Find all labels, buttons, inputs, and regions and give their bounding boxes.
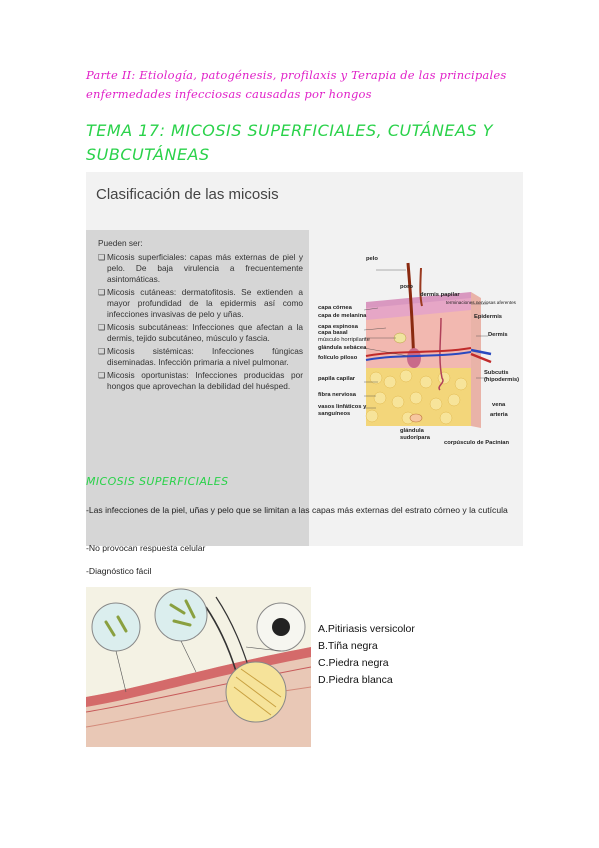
list-item: C.Piedra negra <box>318 657 389 669</box>
label-musculo: músculo horripilante <box>318 337 370 343</box>
paragraph-line: -Diagnóstico fácil <box>86 566 152 576</box>
section-title: MICOSIS SUPERFICIALES <box>86 475 229 488</box>
label-pacinian: corpúsculo de Pacinian <box>444 440 510 446</box>
label-arteria: arteria <box>490 412 508 418</box>
checkbox-square-icon: ❑ <box>98 253 106 262</box>
label-vasos: vasos linfáticos y sanguíneos <box>318 404 367 417</box>
checkbox-square-icon: ❑ <box>98 323 106 332</box>
classification-list <box>98 238 303 394</box>
paragraph-line: -No provocan respuesta celular <box>86 543 206 553</box>
paragraph-line: -Las infecciones de la piel, uñas y pelo que se limitan a las capas más externas del estrato córneo y la cutícula <box>86 505 508 515</box>
list-item: ❑ Micosis subcutáneas: Infecciones que afectan a la dermis, tejido subcutáneo, músculo y fascia. <box>98 322 303 343</box>
label-capa-melanina: capa de melanina <box>318 313 367 319</box>
skin-diagram <box>316 256 520 454</box>
list-item: ❑ Micosis sistémicas: Infecciones fúngicas diseminadas. Infección primaria a nivel pulmonar. <box>98 346 303 367</box>
label-poro: poro <box>400 284 413 290</box>
label-dermis: Dermis <box>488 332 508 338</box>
checkbox-square-icon: ❑ <box>98 288 106 297</box>
part-title: Parte II: Etiología, patogénesis, profilaxis y Terapia de las principales enfermedades infecciosas causadas por hongos <box>86 68 507 101</box>
label-vena: vena <box>492 402 506 408</box>
list-item: ❑ Micosis oportunistas: Infecciones producidas por hongos que aprovechan la debilidad del huésped. <box>98 370 303 391</box>
label-papila: papila capilar <box>318 376 356 382</box>
checkbox-square-icon: ❑ <box>98 347 106 356</box>
label-glandula-sudoripara: glándula sudorípara <box>400 428 430 441</box>
label-fibra: fibra nerviosa <box>318 392 357 398</box>
list-item: ❑ Micosis cutáneas: dermatofitosis. Se extienden a mayor profundidad de la epidermis así como infecciones invasivas de pelo y uñas. <box>98 287 303 319</box>
label-capa-basal: capa basal <box>318 330 348 336</box>
slide-heading: Clasificación de las micosis <box>96 186 279 203</box>
label-terminaciones: terminaciones nerviosas aferentes <box>446 300 516 305</box>
list-item: B.Tiña negra <box>318 640 378 652</box>
list-intro: Pueden ser: <box>98 238 143 248</box>
label-pelo: pelo <box>366 256 378 262</box>
label-capa-cornea: capa córnea <box>318 305 352 311</box>
checkbox-square-icon: ❑ <box>98 371 106 380</box>
mycosis-illustration <box>86 587 311 747</box>
mycosis-list <box>318 621 415 689</box>
list-item: A.Pitiriasis versicolor <box>318 623 415 635</box>
mycosis-drawing <box>86 587 311 747</box>
label-epidermis: Epidermis <box>474 314 503 320</box>
label-foliculo: folículo piloso <box>318 355 358 361</box>
label-capa-espinosa: capa espinosa <box>318 324 358 330</box>
label-glandula-sebacea: glándula sebácea <box>318 345 367 351</box>
label-dermis-papilar: dermis papilar <box>420 292 460 298</box>
label-subcutis: Subcutis (hipodermis) <box>484 370 520 383</box>
list-item: D.Piedra blanca <box>318 674 393 686</box>
list-item: ❑ Micosis superficiales: capas más externas de piel y pelo. De baja virulencia a frecuentemente asintomáticas. <box>98 252 303 284</box>
tema-title: TEMA 17: MICOSIS SUPERFICIALES, CUTÁNEAS Y SUBCUTÁNEAS <box>86 121 493 164</box>
